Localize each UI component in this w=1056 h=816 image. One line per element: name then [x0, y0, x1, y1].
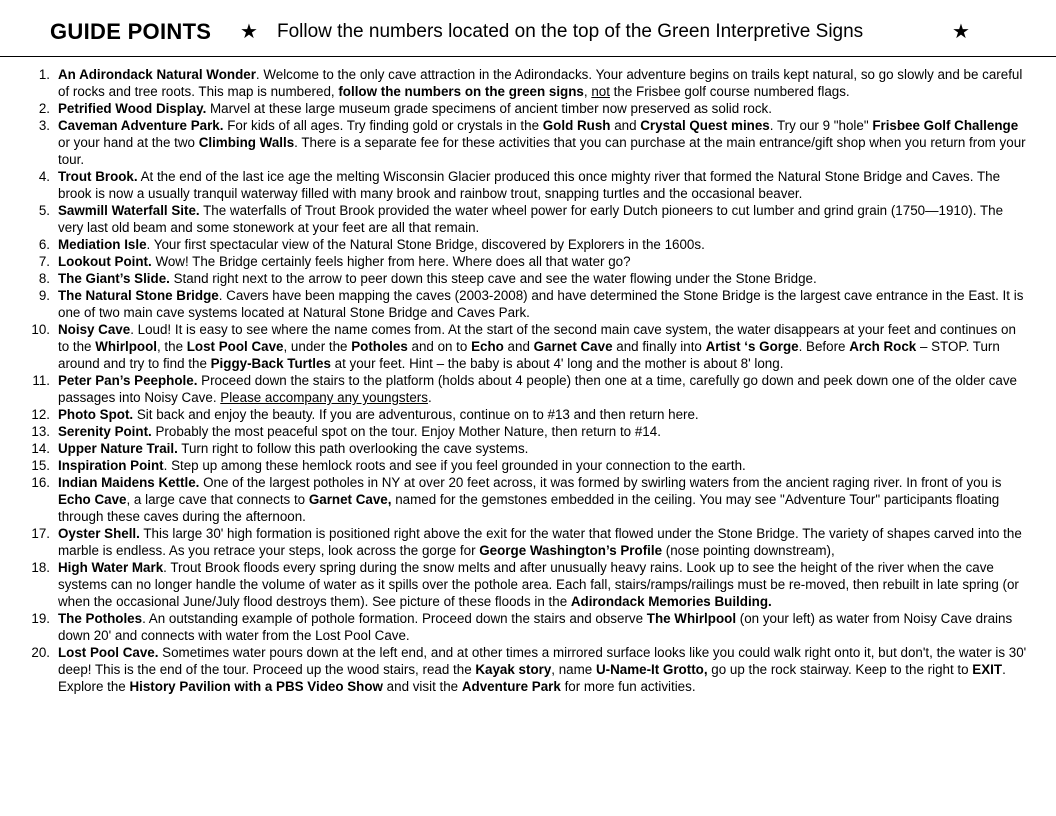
- guide-point-highlight: Mediation Isle: [58, 237, 147, 252]
- guide-point-text-run: for more fun activities.: [560, 679, 696, 694]
- guide-point-number: 5.: [38, 203, 50, 218]
- guide-point-highlight: Gold Rush: [542, 118, 611, 133]
- guide-point-text-run: and on to: [407, 339, 472, 354]
- guide-point-number: 4.: [38, 169, 50, 184]
- guide-point-text-run: or your hand at the two: [58, 135, 199, 150]
- guide-point-number: 2.: [38, 101, 50, 116]
- guide-point-text-run: the Frisbee golf course numbered flags.: [609, 84, 850, 99]
- guide-point-text-run: One of the largest potholes in NY at over 20 feet across, it was formed by swirling waters from the ancient raging river. In front of you is: [199, 475, 1002, 490]
- guide-point-highlight: Noisy Cave: [58, 322, 131, 337]
- guide-point-highlight: The Giant’s Slide.: [58, 271, 170, 286]
- guide-point-text-run: and finally into: [612, 339, 706, 354]
- guide-point-text: [58, 526, 1022, 558]
- guide-point-highlight: The Whirlpool: [646, 611, 737, 626]
- guide-point-highlight: Garnet Cave,: [308, 492, 392, 507]
- guide-point-highlight: Frisbee Golf Challenge: [872, 118, 1019, 133]
- guide-point-text-run: This large 30' high formation is positioned right above the exit for the water that flowed under the Stone Bridge. The variety of shapes carved into the marble is endless. As you retrace your steps, look across the gorge for: [58, 526, 1022, 558]
- guide-point-text-run: , under the: [283, 339, 352, 354]
- guide-point-highlight: History Pavilion with a PBS Video Show: [129, 679, 383, 694]
- guide-point-highlight: Sawmill Waterfall Site.: [58, 203, 200, 218]
- guide-point-text-run: (nose pointing downstream),: [662, 543, 835, 558]
- guide-point-text: [58, 169, 1000, 201]
- guide-point-highlight: Echo Cave: [58, 492, 127, 507]
- guide-point-text-run: Probably the most peaceful spot on the tour. Enjoy Mother Nature, then return to #14.: [151, 424, 661, 439]
- guide-point-highlight: Arch Rock: [849, 339, 917, 354]
- guide-point-number: 1.: [38, 67, 50, 82]
- guide-point-text-run: , name: [551, 662, 596, 677]
- guide-point-highlight: Serenity Point.: [58, 424, 152, 439]
- guide-point-text-run: named for the gemstones embedded in the ceiling. You may see "Adventure Tour" participants floating through these caves during the afternoon.: [58, 492, 1000, 524]
- guide-point-text: [58, 237, 705, 252]
- guide-point-text: [58, 611, 1012, 643]
- guide-point-text-run: Turn right to follow this path overlooking the cave systems.: [177, 441, 529, 456]
- guide-point-highlight: Potholes: [351, 339, 408, 354]
- guide-point-item: [0, 117, 1056, 168]
- guide-point-item: [0, 440, 1056, 457]
- guide-point-item: [0, 100, 1056, 117]
- guide-point-highlight: Inspiration Point: [58, 458, 164, 473]
- guide-point-text-run: At the end of the last ice age the melting Wisconsin Glacier produced this once mighty river that formed the Natural Stone Bridge and Caves. The brook is now a usually tranquil waterway filled with many brook and rainbow trout, snapping turtles and the occasional beaver.: [58, 169, 1001, 201]
- guide-point-text-run: . An outstanding example of pothole formation. Proceed down the stairs and observe: [142, 611, 647, 626]
- guide-point-text: [58, 288, 1023, 320]
- guide-point-item: [0, 423, 1056, 440]
- guide-point-number: 9.: [38, 288, 50, 303]
- guide-point-item: [0, 372, 1056, 406]
- guide-point-highlight: Photo Spot.: [58, 407, 134, 422]
- header-divider: [0, 56, 1056, 57]
- guide-point-number: 20.: [31, 645, 50, 660]
- guide-point-text-run: at your feet. Hint – the baby is about 4' long and the mother is about 8' long.: [330, 356, 784, 371]
- guide-point-highlight: Whirlpool: [95, 339, 157, 354]
- guide-point-emphasis: Please accompany any youngsters: [220, 390, 428, 405]
- guide-point-text-run: . Cavers have been mapping the caves (2003-2008) and have determined the Stone Bridge is the largest cave entrance in the East. It is one of two main cave systems located at Natural Stone Bridge and Caves Park.: [58, 288, 1024, 320]
- page-title: GUIDE POINTS: [50, 19, 212, 44]
- page-header: [0, 0, 1056, 56]
- guide-point-highlight: George Washington’s Profile: [479, 543, 663, 558]
- guide-point-emphasis: not: [591, 84, 610, 99]
- guide-points-list: [0, 66, 1056, 695]
- guide-point-text-run: . Try our 9 "hole": [769, 118, 873, 133]
- guide-point-number: 14.: [31, 441, 50, 456]
- guide-point-text-run: go up the rock stairway. Keep to the right to: [707, 662, 973, 677]
- guide-point-text-run: . Loud! It is easy to see where the name comes from. At the start of the second main cave system, the water disappears at your feet and continues on to the: [58, 322, 1016, 354]
- guide-point-number: 17.: [31, 526, 50, 541]
- guide-point-text: [58, 322, 1016, 371]
- guide-point-text-run: and visit the: [382, 679, 462, 694]
- guide-point-highlight: Garnet Cave: [533, 339, 613, 354]
- guide-point-text-run: . Step up among these hemlock roots and see if you feel grounded in your connection to the earth.: [163, 458, 746, 473]
- guide-point-text-run: and: [610, 118, 641, 133]
- guide-point-highlight: Lost Pool Cave: [186, 339, 284, 354]
- guide-point-text-run: Proceed down the stairs to the platform (holds about 4 people) then one at a time, carefully go down and peek down one of the older cave passages into Noisy Cave.: [58, 373, 1017, 405]
- guide-point-text: [58, 458, 746, 473]
- guide-point-text-run: . Explore the: [58, 662, 1006, 694]
- guide-point-text-run: Wow! The Bridge certainly feels higher from here. Where does all that water go?: [151, 254, 631, 269]
- guide-point-text-run: The waterfalls of Trout Brook provided the water wheel power for early Dutch pioneers to cut lumber and grind grain (1750—1910). The very last old beam and some stonework at your feet are all that remain.: [58, 203, 1004, 235]
- guide-point-number: 6.: [38, 237, 50, 252]
- guide-point-text-run: , the: [156, 339, 187, 354]
- guide-point-highlight: U-Name-It Grotto,: [595, 662, 708, 677]
- guide-point-text-run: . Before: [798, 339, 850, 354]
- guide-point-text-run: .: [427, 390, 432, 405]
- guide-point-highlight: The Natural Stone Bridge: [58, 288, 219, 303]
- guide-point-item: [0, 474, 1056, 525]
- guide-point-highlight: Climbing Walls: [198, 135, 295, 150]
- guide-point-text: [58, 441, 528, 456]
- star-icon: ★: [240, 21, 258, 43]
- guide-point-highlight: Piggy-Back Turtles: [210, 356, 331, 371]
- guide-point-number: 7.: [38, 254, 50, 269]
- guide-point-number: 16.: [31, 475, 50, 490]
- guide-point-highlight: Artist ‘s Gorge: [705, 339, 799, 354]
- guide-point-text-run: Sometimes water pours down at the left end, and at other times a mirrored surface looks like you could walk right onto it, but don't, the water is 30' deep! This is the end of the tour. Proceed up the wood stairs, read the: [58, 645, 1027, 677]
- guide-point-number: 11.: [32, 373, 50, 388]
- guide-point-highlight: High Water Mark: [58, 560, 164, 575]
- guide-point-text-run: , a large cave that connects to: [126, 492, 309, 507]
- guide-point-item: [0, 66, 1056, 100]
- guide-point-text: [58, 67, 1022, 99]
- guide-point-text-run: . Trout Brook floods every spring during the snow melts and after unusually heavy rains. Look up to see the height of the river when the cave systems can no longer handle the volume of water as it spills over the pothole area. Each fall, stairs/ramps/railings must be re-moved, then rebuilt in late spring (or when the occasional June/July flood destroys them). See picture of these floods in the: [58, 560, 1019, 609]
- guide-point-text: [58, 560, 1019, 609]
- guide-point-text: [58, 475, 1001, 524]
- guide-point-highlight: Lookout Point.: [58, 254, 152, 269]
- guide-point-item: [0, 406, 1056, 423]
- guide-point-text: [58, 118, 1026, 167]
- guide-point-highlight: Adventure Park: [461, 679, 561, 694]
- guide-point-item: [0, 270, 1056, 287]
- guide-point-item: [0, 559, 1056, 610]
- guide-point-text: [58, 424, 661, 439]
- guide-point-highlight: Crystal Quest mines: [640, 118, 770, 133]
- guide-point-text-run: – STOP. Turn around and try to find the: [58, 339, 1000, 371]
- guide-point-number: 13.: [31, 424, 50, 439]
- guide-point-text: [58, 271, 817, 286]
- guide-point-text: [58, 254, 631, 269]
- guide-point-text: [58, 373, 1017, 405]
- guide-point-text: [58, 645, 1026, 694]
- guide-point-highlight: Petrified Wood Display.: [58, 101, 207, 116]
- guide-point-text-run: ,: [583, 84, 592, 99]
- guide-point-text-run: . Welcome to the only cave attraction in the Adirondacks. Your adventure begins on trails kept natural, so go slowly and be careful of rocks and tree roots. This map is numbered,: [58, 67, 1023, 99]
- guide-point-highlight: Peter Pan’s Peephole.: [58, 373, 198, 388]
- guide-point-text: [58, 407, 699, 422]
- guide-point-text-run: Stand right next to the arrow to peer down this steep cave and see the water flowing under the Stone Bridge.: [169, 271, 817, 286]
- guide-point-text-run: Sit back and enjoy the beauty. If you are adventurous, continue on to #13 and then return here.: [133, 407, 699, 422]
- guide-point-highlight: Caveman Adventure Park.: [58, 118, 224, 133]
- guide-point-highlight: Oyster Shell.: [58, 526, 140, 541]
- guide-point-text-run: For kids of all ages. Try finding gold or crystals in the: [223, 118, 543, 133]
- guide-point-highlight: follow the numbers on the green signs: [338, 84, 584, 99]
- page-subtitle: Follow the numbers located on the top of the Green Interpretive Signs: [277, 21, 864, 42]
- guide-point-number: 10.: [31, 322, 50, 337]
- guide-point-item: [0, 644, 1056, 695]
- guide-point-number: 3.: [38, 118, 50, 133]
- guide-point-highlight: An Adirondack Natural Wonder: [58, 67, 256, 82]
- guide-point-text-run: . There is a separate fee for these activities that you can purchase at the main entrance/gift shop when you return from your tour.: [58, 135, 1026, 167]
- guide-point-highlight: Lost Pool Cave.: [58, 645, 159, 660]
- guide-point-item: [0, 610, 1056, 644]
- guide-point-item: [0, 321, 1056, 372]
- guide-point-highlight: EXIT: [972, 662, 1003, 677]
- guide-point-text: [58, 203, 1003, 235]
- guide-point-number: 19.: [31, 611, 50, 626]
- guide-point-highlight: Trout Brook.: [58, 169, 138, 184]
- guide-point-number: 12.: [31, 407, 50, 422]
- guide-point-number: 15.: [31, 458, 50, 473]
- guide-point-highlight: Adirondack Memories Building.: [570, 594, 772, 609]
- guide-point-number: 8.: [38, 271, 50, 286]
- guide-point-highlight: Kayak story: [475, 662, 552, 677]
- guide-point-text-run: and: [503, 339, 534, 354]
- guide-point-item: [0, 457, 1056, 474]
- guide-point-highlight: Echo: [471, 339, 504, 354]
- guide-point-text-run: . Your first spectacular view of the Natural Stone Bridge, discovered by Explorers in the 1600s.: [146, 237, 705, 252]
- guide-point-item: [0, 525, 1056, 559]
- guide-point-item: [0, 236, 1056, 253]
- guide-point-text-run: (on your left) as water from Noisy Cave drains down 20' and connects with water from the Lost Pool Cave.: [58, 611, 1013, 643]
- guide-point-item: [0, 202, 1056, 236]
- guide-point-highlight: The Potholes: [58, 611, 143, 626]
- guide-point-item: [0, 287, 1056, 321]
- guide-point-item: [0, 168, 1056, 202]
- guide-point-item: [0, 253, 1056, 270]
- guide-point-highlight: Upper Nature Trail.: [58, 441, 178, 456]
- guide-point-highlight: Indian Maidens Kettle.: [58, 475, 200, 490]
- guide-point-number: 18.: [31, 560, 50, 575]
- star-icon: ★: [952, 21, 970, 43]
- guide-point-text-run: Marvel at these large museum grade specimens of ancient timber now preserved as solid rock.: [206, 101, 772, 116]
- guide-point-text: [58, 101, 772, 116]
